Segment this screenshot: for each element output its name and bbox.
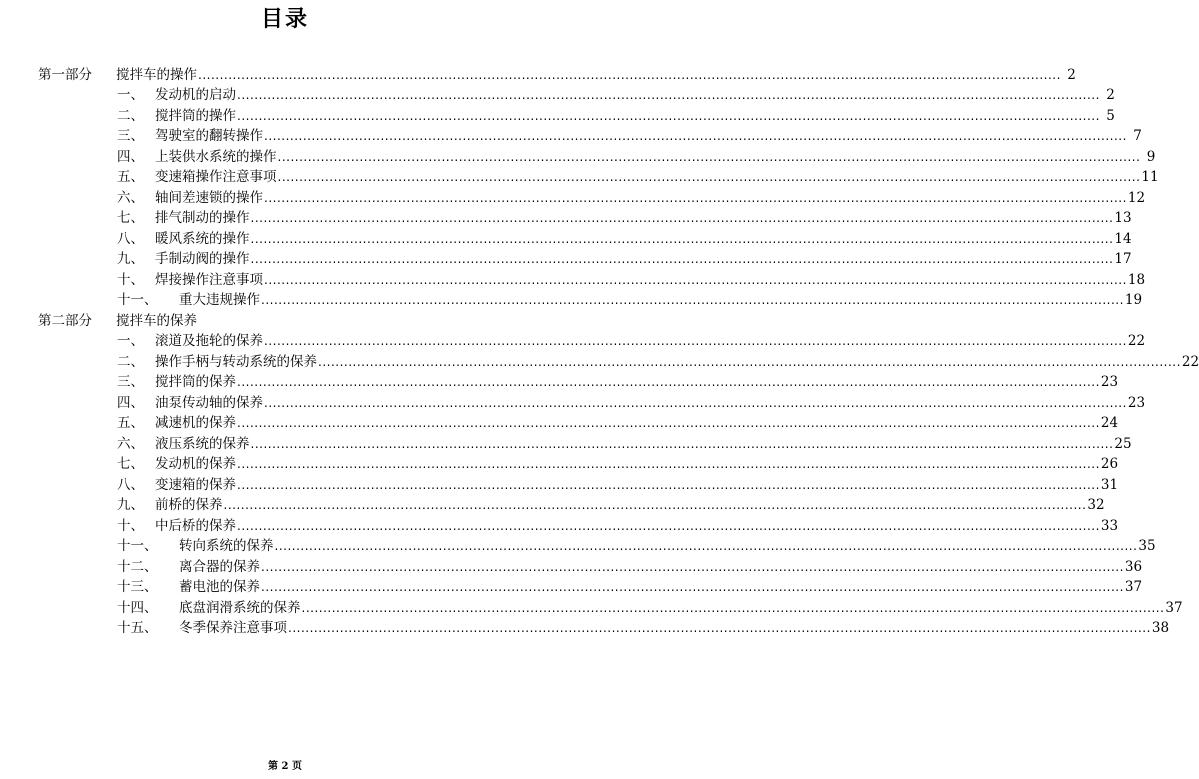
toc-entry[interactable] — [0, 165, 1159, 186]
toc-page-number: 32 — [1087, 497, 1105, 513]
toc-page-number: 13 — [1114, 210, 1132, 226]
toc-entry-number: 十五、 — [117, 620, 158, 636]
toc-entry[interactable] — [0, 267, 1146, 288]
toc-entry-label: 离合器的保养 — [179, 558, 260, 575]
toc-entry-label: 液压系统的保养 — [155, 435, 250, 452]
toc-entry[interactable] — [0, 329, 1146, 350]
dot-leader: ........................................................................................................................................................................................................ — [237, 416, 1100, 430]
toc-page-number: 36 — [1124, 558, 1143, 575]
toc-entry[interactable] — [0, 513, 1119, 534]
toc-part-number: 第一部分 — [38, 66, 92, 83]
dot-leader: ........................................................................................................................................................................................................ — [250, 211, 1114, 225]
toc-entry-number: 五、 — [117, 415, 144, 431]
dot-leader: ........................................................................................................................................................................................................ — [237, 477, 1100, 492]
toc-entry-label: 排气制动的操作 — [155, 210, 250, 226]
toc-entry-label: 驾驶室的翻转操作 — [155, 128, 263, 144]
toc-entry-number: 四、 — [117, 148, 144, 165]
dot-leader: ........................................................................................................................................................................................................ — [274, 539, 1138, 553]
toc-entry[interactable] — [0, 103, 1115, 124]
toc-entry-number: 六、 — [117, 189, 144, 206]
toc-entry-number: 八、 — [117, 476, 144, 493]
toc-page-number: 26 — [1100, 456, 1119, 472]
toc-entry[interactable] — [0, 595, 1183, 616]
toc-entry-label: 操作手柄与转动系统的保养 — [155, 353, 317, 370]
toc-page-number: 11 — [1141, 169, 1159, 185]
toc-entry-label: 搅拌筒的操作 — [155, 107, 236, 124]
toc-entry-number: 九、 — [117, 497, 144, 513]
dot-leader: ........................................................................................................................................................................................................ — [261, 293, 1124, 307]
dot-leader: ........................................................................................................................................................................................................ — [198, 67, 1061, 82]
toc-entry[interactable] — [0, 370, 1119, 391]
page-title: 目录 — [260, 7, 309, 32]
toc-page-number: 7 — [1133, 128, 1142, 144]
toc-entry-label: 发动机的保养 — [155, 456, 236, 472]
toc-entry[interactable] — [0, 575, 1143, 596]
toc-entry-label: 暖风系统的操作 — [155, 230, 250, 247]
dot-leader: ........................................................................................................................................................................................................ — [237, 457, 1100, 471]
dot-leader: ........................................................................................................................................................................................................ — [318, 354, 1181, 369]
toc-entry-label: 搅拌筒的保养 — [155, 374, 236, 390]
toc-entry-number: 十三、 — [117, 579, 158, 595]
toc-page-number: 9 — [1146, 148, 1156, 165]
toc-part-label: 搅拌车的操作 — [116, 66, 197, 83]
toc-part-entry[interactable] — [0, 62, 1076, 83]
dot-leader: ........................................................................................................................................................................................................ — [261, 559, 1124, 574]
toc-page-number: 2 — [1067, 66, 1076, 83]
toc-entry[interactable] — [0, 83, 1115, 104]
toc-entry-number: 六、 — [117, 435, 144, 452]
toc-page-number: 37 — [1165, 599, 1183, 616]
dot-leader: ........................................................................................................................................................................................................ — [250, 436, 1114, 451]
toc-entry-label: 轴间差速锁的操作 — [155, 189, 263, 206]
toc-entry-number: 四、 — [117, 394, 144, 411]
toc-page-number: 24 — [1100, 415, 1119, 431]
dot-leader: ........................................................................................................................................................................................................ — [288, 621, 1151, 635]
toc-entry-number: 二、 — [117, 353, 144, 370]
toc-entry-label: 油泵传动轴的保养 — [155, 394, 263, 411]
dot-leader: ........................................................................................................................................................................................................ — [237, 518, 1100, 533]
dot-leader: ........................................................................................................................................................................................................ — [261, 580, 1124, 594]
toc-page-number: 14 — [1114, 230, 1132, 247]
toc-entry[interactable] — [0, 431, 1132, 452]
toc-page-number: 37 — [1124, 579, 1143, 595]
dot-leader: ........................................................................................................................................................................................................ — [237, 88, 1100, 102]
toc-entry-label: 底盘润滑系统的保养 — [179, 599, 301, 616]
toc-entry-label: 上装供水系统的操作 — [155, 148, 277, 165]
dot-leader: ........................................................................................................................................................................................................ — [264, 334, 1127, 348]
dot-leader: ........................................................................................................................................................................................................ — [250, 231, 1114, 246]
toc-page-number: 17 — [1114, 251, 1132, 267]
toc-page-number: 18 — [1127, 271, 1146, 288]
dot-leader: ........................................................................................................................................................................................................ — [237, 108, 1100, 123]
toc-entry-label: 重大违规操作 — [179, 292, 260, 308]
toc-entry[interactable] — [0, 185, 1146, 206]
toc-entry-label: 减速机的保养 — [155, 415, 236, 431]
toc-part-label: 搅拌车的保养 — [116, 312, 197, 329]
dot-leader: ........................................................................................................................................................................................................ — [264, 272, 1127, 287]
toc-entry-number: 九、 — [117, 251, 144, 267]
toc-entry-number: 十、 — [117, 271, 144, 288]
toc-entry-number: 十一、 — [117, 538, 158, 554]
toc-entry[interactable] — [0, 616, 1170, 637]
toc-entry-label: 焊接操作注意事项 — [155, 271, 263, 288]
dot-leader: ........................................................................................................................................................................................................ — [250, 252, 1114, 266]
table-of-contents — [0, 62, 1199, 636]
dot-leader: ........................................................................................................................................................................................................ — [264, 395, 1127, 410]
toc-entry[interactable] — [0, 206, 1132, 227]
toc-entry-label: 前桥的保养 — [155, 497, 223, 513]
toc-entry-number: 一、 — [117, 87, 144, 103]
dot-leader: ........................................................................................................................................................................................................ — [264, 129, 1127, 143]
toc-entry[interactable] — [0, 288, 1143, 309]
toc-entry-label: 发动机的启动 — [155, 87, 236, 103]
toc-entry[interactable] — [0, 452, 1119, 473]
toc-entry-number: 一、 — [117, 333, 144, 349]
toc-entry-number: 七、 — [117, 210, 144, 226]
dot-leader: ........................................................................................................................................................................................................ — [264, 190, 1127, 205]
toc-page-number: 23 — [1100, 374, 1119, 390]
toc-page-number: 33 — [1100, 517, 1119, 534]
toc-entry-number: 十四、 — [117, 599, 158, 616]
toc-entry-label: 中后桥的保养 — [155, 517, 236, 534]
toc-page-number: 2 — [1106, 87, 1115, 103]
toc-entry-label: 手制动阀的操作 — [155, 251, 250, 267]
toc-entry-number: 十一、 — [117, 292, 158, 308]
toc-entry[interactable] — [0, 144, 1156, 165]
toc-entry-label: 冬季保养注意事项 — [179, 620, 287, 636]
toc-page-number: 23 — [1127, 394, 1146, 411]
toc-entry-number: 十、 — [117, 517, 144, 534]
toc-entry[interactable] — [0, 493, 1105, 514]
toc-entry-label: 蓄电池的保养 — [179, 579, 260, 595]
toc-page-number: 38 — [1151, 620, 1170, 636]
toc-entry[interactable] — [0, 226, 1132, 247]
toc-page-number: 35 — [1138, 538, 1156, 554]
toc-entry[interactable] — [0, 247, 1132, 268]
toc-entry-number: 五、 — [117, 169, 144, 185]
toc-entry-number: 七、 — [117, 456, 144, 472]
toc-page-number: 5 — [1106, 107, 1115, 124]
toc-entry[interactable] — [0, 390, 1146, 411]
toc-part-entry[interactable] — [0, 308, 570, 329]
toc-part-number: 第二部分 — [38, 312, 92, 329]
dot-leader: ........................................................................................................................................................................................................ — [237, 375, 1100, 389]
toc-entry-number: 二、 — [117, 107, 144, 124]
dot-leader: ........................................................................................................................................................................................................ — [277, 170, 1141, 184]
toc-page-number: 12 — [1127, 189, 1146, 206]
dot-leader: ........................................................................................................................................................................................................ — [301, 600, 1165, 615]
toc-entry[interactable] — [0, 534, 1156, 555]
toc-entry[interactable] — [0, 349, 1199, 370]
toc-entry-label: 转向系统的保养 — [179, 538, 274, 554]
toc-entry-label: 滚道及拖轮的保养 — [155, 333, 263, 349]
toc-page-number: 22 — [1127, 333, 1146, 349]
toc-page-number: 22 — [1181, 353, 1199, 370]
page-footer: 第 2 页 — [268, 761, 302, 772]
toc-entry[interactable] — [0, 554, 1143, 575]
toc-entry[interactable] — [0, 472, 1119, 493]
dot-leader: ........................................................................................................................................................................................................ — [277, 149, 1141, 164]
toc-entry-number: 三、 — [117, 374, 144, 390]
toc-entry-label: 变速箱操作注意事项 — [155, 169, 277, 185]
toc-page-number: 19 — [1124, 292, 1143, 308]
dot-leader: ........................................................................................................................................................................................................ — [223, 498, 1087, 512]
toc-entry-number: 三、 — [117, 128, 144, 144]
toc-entry[interactable] — [0, 124, 1142, 145]
toc-entry-label: 变速箱的保养 — [155, 476, 236, 493]
toc-page-number: 31 — [1100, 476, 1119, 493]
toc-entry-number: 十二、 — [117, 558, 158, 575]
toc-page-number: 25 — [1114, 435, 1132, 452]
toc-entry[interactable] — [0, 411, 1119, 432]
toc-entry-number: 八、 — [117, 230, 144, 247]
